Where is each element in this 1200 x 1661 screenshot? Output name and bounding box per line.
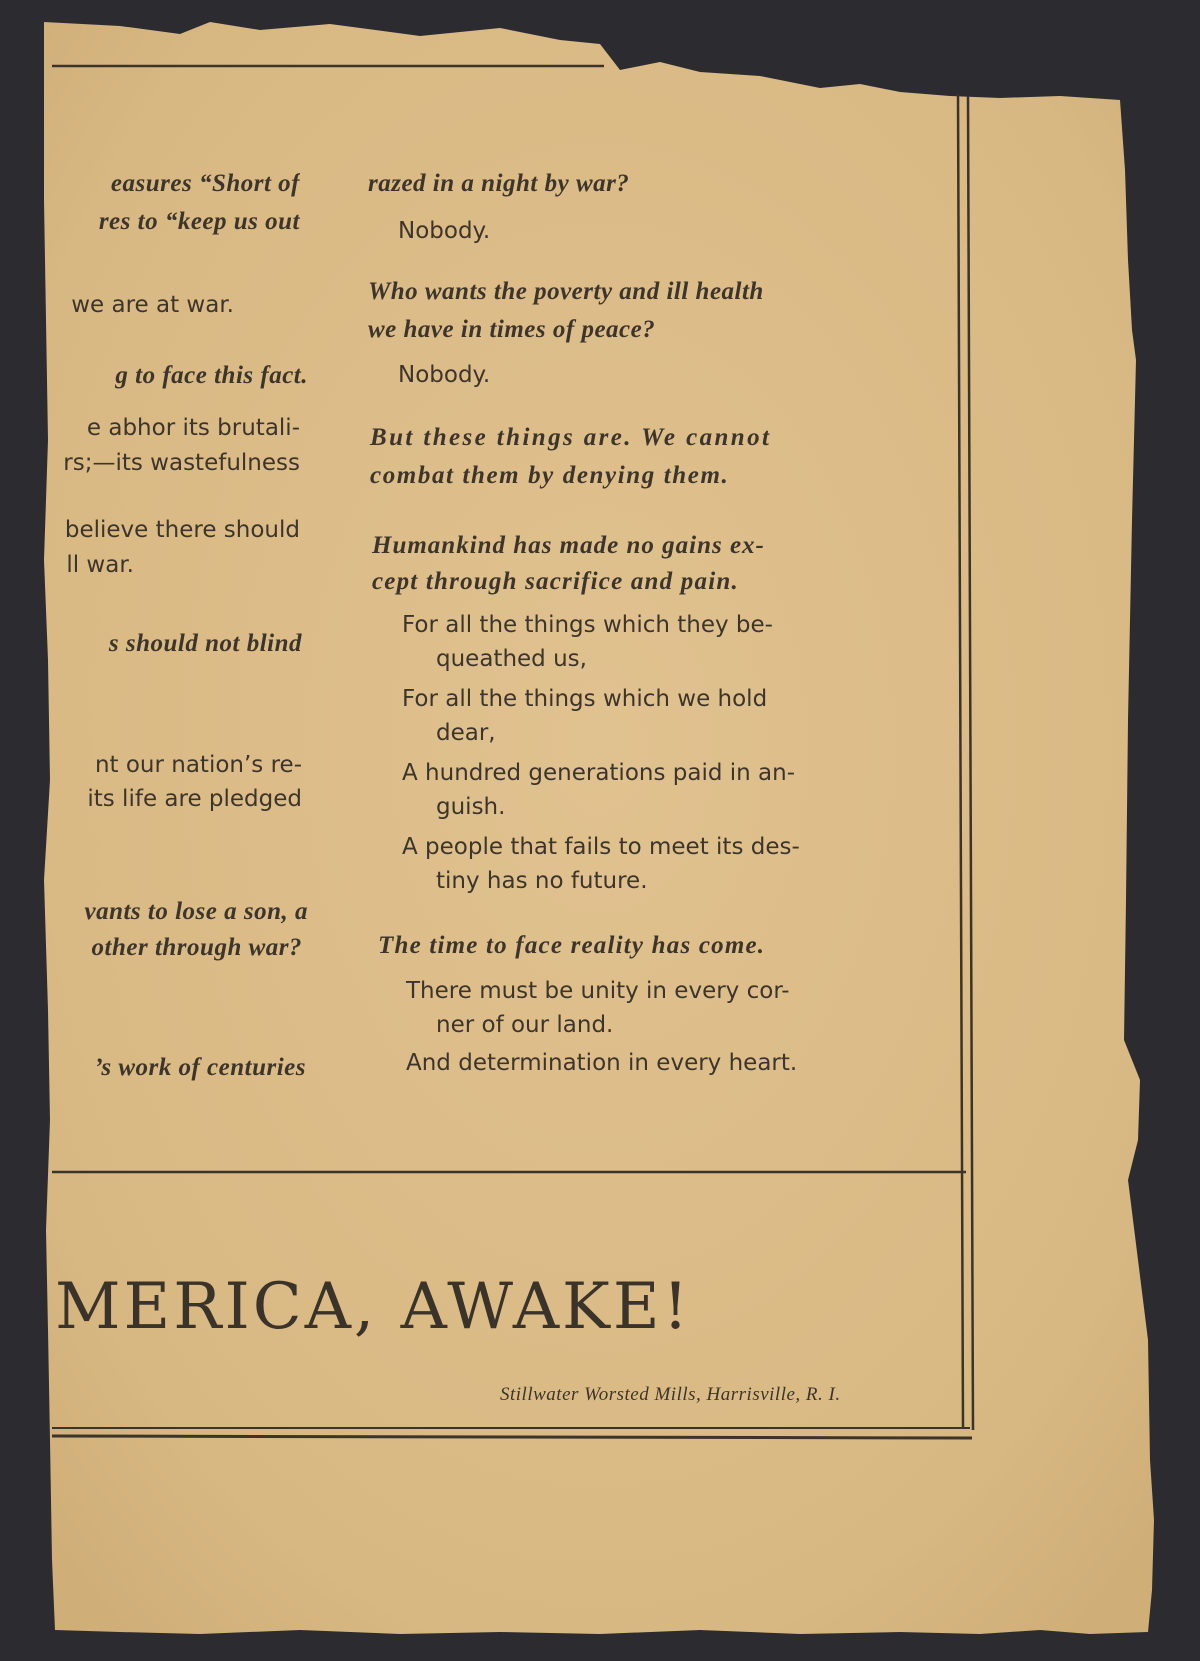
- left-line: nt our nation’s re-: [94, 752, 302, 778]
- right-line: ner of our land.: [436, 1012, 614, 1038]
- left-line: other through war?: [91, 934, 302, 961]
- right-line: But these things are. We cannot: [370, 424, 772, 451]
- left-line: ll war.: [66, 552, 134, 578]
- right-line: Nobody.: [398, 218, 491, 244]
- right-line: Humankind has made no gains ex-: [372, 532, 765, 559]
- left-line: easures “Short of: [110, 170, 300, 197]
- right-line: A people that fails to meet its des-: [402, 834, 800, 860]
- banner-headline: MERICA, AWAKE!: [55, 1270, 692, 1344]
- left-line: its life are pledged: [87, 786, 302, 812]
- right-line: combat them by denying them.: [370, 462, 730, 489]
- left-line: g to face this fact.: [115, 362, 308, 389]
- right-line: A hundred generations paid in an-: [402, 760, 796, 786]
- left-line: vants to lose a son, a: [84, 898, 308, 925]
- right-line: And determination in every heart.: [406, 1050, 798, 1076]
- left-line: believe there should: [64, 517, 300, 543]
- right-line: tiny has no future.: [436, 868, 648, 894]
- right-line: For all the things which they be-: [402, 612, 773, 638]
- right-line: cept through sacrifice and pain.: [372, 568, 739, 595]
- left-line: res to “keep us out: [98, 208, 300, 235]
- right-line: dear,: [436, 720, 496, 746]
- right-line: razed in a night by war?: [368, 170, 630, 197]
- advertiser-signature: Stillwater Worsted Mills, Harrisville, R. I.: [500, 1384, 841, 1405]
- left-line: ’s work of centuries: [94, 1054, 306, 1081]
- right-line: guish.: [436, 794, 506, 820]
- right-line: we have in times of peace?: [368, 316, 656, 343]
- right-line: For all the things which we hold: [402, 686, 768, 712]
- right-line: The time to face reality has come.: [378, 932, 766, 959]
- right-line: Who wants the poverty and ill health: [368, 278, 764, 305]
- left-line: e abhor its brutali-: [86, 415, 300, 441]
- right-line: queathed us,: [436, 646, 587, 672]
- right-line: There must be unity in every cor-: [406, 978, 790, 1004]
- right-line: Nobody.: [398, 362, 491, 388]
- left-line: s should not blind: [108, 630, 302, 657]
- left-line: we are at war.: [71, 292, 234, 318]
- left-line: rs;—its wastefulness: [63, 450, 300, 476]
